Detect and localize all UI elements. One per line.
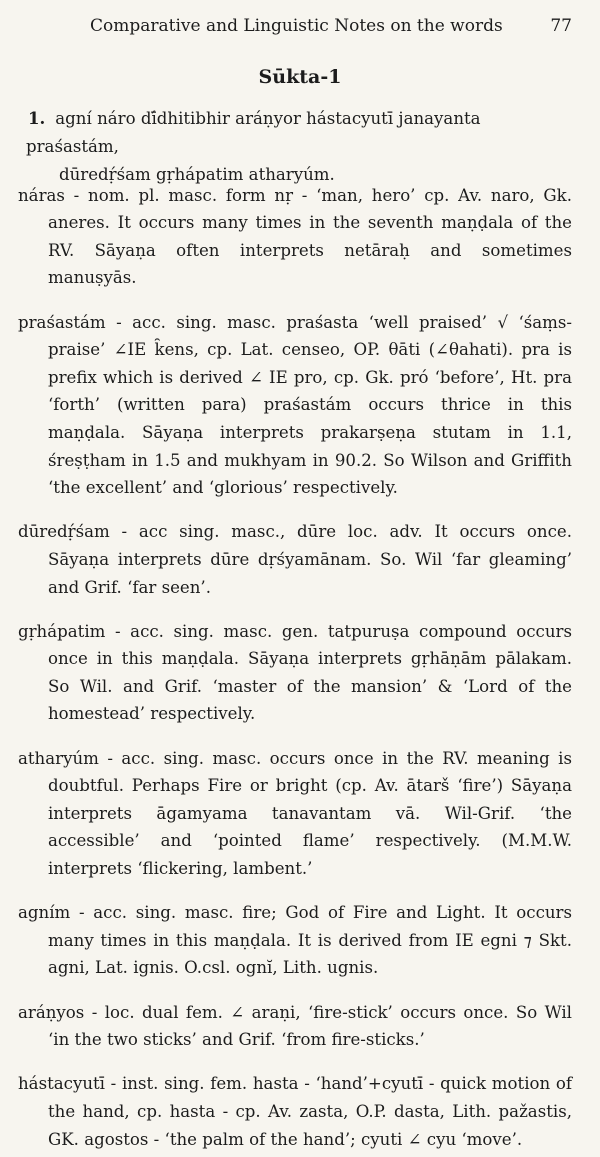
entry-definition: - nom. pl. masc. form nṛ - ‘man, hero’ cp. Av. naro, Gk. aneres. It occurs many times in the seventh maṇḍala of the RV. Sāyaṇa often interprets netāraḥ and sometimes manuṣyās. — [48, 185, 572, 288]
verse-line-1 — [26, 104, 574, 161]
glossary-entry — [18, 518, 572, 601]
entry-definition: - inst. sing. fem. hasta - ‘hand’+cyutī - quick motion of the hand, cp. hasta - cp. Av. zasta, O.P. dasta, Lith. pažastis, GK. agostos - ‘the palm of the hand’; cyuti ∠ cyu ‘move’. — [48, 1074, 572, 1149]
entry-term: praśastám — [18, 312, 106, 332]
glossary-entry — [18, 999, 572, 1054]
section-title: Sūkta-1 — [258, 66, 342, 88]
verse-text-1: agní náro dī́dhitibhir aráṇyor hástacyutī janayanta praśastám, — [26, 109, 481, 156]
running-header — [0, 16, 600, 36]
header-title: Comparative and Linguistic Notes on the words — [90, 16, 503, 36]
entry-definition: - loc. dual fem. ∠ araṇi, ‘fire-stick’ occurs once. So Wil ‘in the two sticks’ and Grif. ‘from fire-sticks.’ — [48, 1002, 572, 1050]
glossary-entries — [18, 165, 572, 1157]
verse-number: 1. — [28, 108, 46, 128]
entry-term: agním — [18, 903, 71, 923]
entry-term: náras — [18, 185, 65, 205]
glossary-entry — [18, 745, 572, 883]
glossary-entry — [18, 1070, 572, 1153]
glossary-entry — [18, 182, 572, 292]
entry-term: hástacyutī — [18, 1074, 105, 1094]
entry-definition: - acc. sing. masc. praśasta ‘well praised’ √ ‘śaṃs-praise’ ∠IE k̑ens, cp. Lat. censeo, OP. θāti (∠θahati). pra is prefix which is derived ∠ IE pro, cp. Gk. pró ‘before’, Ht. pra ‘forth’ (written para) praśastám occurs thrice in this maṇḍala. Sāyaṇa interprets prakarṣeṇa stutam in 1.1, śreṣṭham in 1.5 and mukhyam in 90.2. So Wilson and Griffith ‘the excellent’ and ‘glorious’ respectively. — [48, 312, 572, 498]
entry-term: aráṇyos — [18, 1002, 85, 1022]
glossary-entry — [18, 618, 572, 728]
glossary-entry — [18, 899, 572, 982]
entry-term: gṛhápatim — [18, 621, 106, 641]
entry-term: dūredṛ́śam — [18, 522, 110, 542]
entry-definition: - acc. sing. masc. fire; God of Fire and Light. It occurs many times in this maṇḍala. It is derived from IE egni ⁊ Skt. agni, Lat. ignis. O.csl. ognĭ, Lith. ugnis. — [48, 903, 572, 978]
glossary-entry — [18, 309, 572, 502]
verse-line-2: dūredṛ́śam gṛhápatim atharyúm. — [59, 165, 335, 184]
entry-definition: - acc sing. masc., dūre loc. adv. It occurs once. Sāyaṇa interprets dūre dṛśyamānam. So. Wil ‘far gleaming’ and Grif. ‘far seen’. — [48, 522, 572, 597]
entry-definition: - acc. sing. masc. occurs once in the RV. meaning is doubtful. Perhaps Fire or bright (cp. Av. ātarš ‘fire’) Sāyaṇa interprets āgamyama tanavantam vā. Wil-Grif. ‘the accessible’ and ‘pointed flame’ respectively. (M.M.W. interprets ‘flickering, lambent.’ — [48, 748, 572, 879]
entry-term: atharyúm — [18, 748, 99, 768]
page-number: 77 — [550, 16, 572, 36]
entry-definition: - acc. sing. masc. gen. tatpuruṣa compound occurs once in this maṇḍala. Sāyaṇa interprets gṛhāṇām pālakam. So Wil. and Grif. ‘master of the mansion’ & ‘Lord of the homestead’ respectively. — [48, 621, 572, 724]
